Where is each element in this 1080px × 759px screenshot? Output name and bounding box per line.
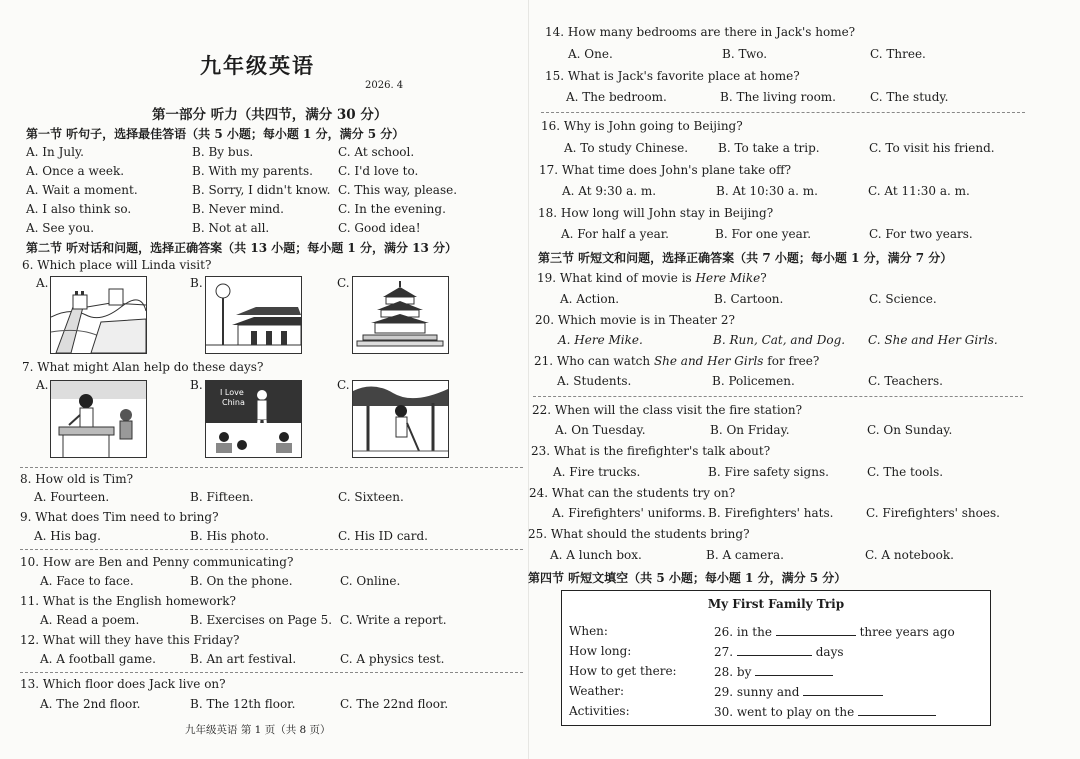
- option: C. Online.: [340, 574, 401, 588]
- question-13: 13. Which floor does Jack live on?: [20, 677, 226, 691]
- row-label: How to get there:: [569, 664, 677, 678]
- option: C. At 11:30 a. m.: [868, 184, 970, 198]
- option: B. At 10:30 a. m.: [716, 184, 818, 198]
- option: A. Face to face.: [40, 574, 134, 588]
- option: B. Fifteen.: [190, 490, 254, 504]
- option: B. On Friday.: [710, 423, 790, 437]
- answer-blank[interactable]: [803, 684, 883, 696]
- classroom-picture: [205, 380, 302, 458]
- option: B. By bus.: [192, 145, 254, 159]
- option: C. Three.: [870, 47, 926, 61]
- question-18: 18. How long will John stay in Beijing?: [538, 206, 774, 220]
- great-wall-picture: [50, 276, 147, 354]
- option: A. Students.: [557, 374, 632, 388]
- answer-row-27: 27. days: [714, 645, 844, 659]
- question-22: 22. When will the class visit the fire station?: [532, 403, 803, 417]
- option: B. The 12th floor.: [190, 697, 296, 711]
- option: C. On Sunday.: [867, 423, 953, 437]
- sweeping-picture: [352, 380, 449, 458]
- answer-row-30: 30. went to play on the: [714, 704, 936, 719]
- table-title: My First Family Trip: [707, 597, 845, 611]
- option: A. A football game.: [40, 652, 156, 666]
- option: C. Good idea!: [338, 221, 421, 235]
- option: C. I'd love to.: [338, 164, 419, 178]
- question-8: 8. How old is Tim?: [20, 472, 134, 486]
- answer-blank[interactable]: [858, 704, 936, 716]
- option: C. For two years.: [869, 227, 973, 241]
- exam-date: 2026. 4: [365, 80, 404, 91]
- option: C. Write a report.: [340, 613, 447, 627]
- fill-in-table: [561, 590, 991, 726]
- answer-blank[interactable]: [737, 644, 812, 656]
- option: C. In the evening.: [338, 202, 446, 216]
- option: A. Action.: [560, 292, 620, 306]
- option: C. A physics test.: [340, 652, 445, 666]
- option: B. His photo.: [190, 529, 270, 543]
- divider: [20, 672, 523, 673]
- option: B. A camera.: [706, 548, 784, 562]
- option: A. One.: [568, 47, 613, 61]
- question-11: 11. What is the English homework?: [20, 594, 236, 608]
- option: B. With my parents.: [192, 164, 313, 178]
- option: C. This way, please.: [338, 183, 458, 197]
- tiananmen-picture: [205, 276, 302, 354]
- row-label: Weather:: [569, 684, 625, 698]
- question-17: 17. What time does John's plane take off?: [539, 163, 792, 177]
- section3-heading: 第三节 听短文和问题，选择正确答案（共 7 小题；每小题 1 分，满分 7 分）: [538, 251, 953, 265]
- option: C. At school.: [338, 145, 415, 159]
- board-text: China: [222, 398, 245, 407]
- row-label: When:: [569, 624, 608, 638]
- option: C. She and Her Girls.: [868, 333, 998, 347]
- option: A. His bag.: [34, 529, 101, 543]
- exam-title: 九年级英语: [200, 53, 315, 78]
- page-fold: [528, 0, 529, 759]
- option: A. Fire trucks.: [553, 465, 641, 479]
- answer-row-29: 29. sunny and: [714, 684, 883, 699]
- option: C. His ID card.: [338, 529, 428, 543]
- option-label: B.: [190, 276, 203, 290]
- answer-row-28: 28. by: [714, 664, 833, 679]
- section2-heading: 第二节 听对话和问题，选择正确答案（共 13 小题；每小题 1 分，满分 13 分）: [26, 241, 457, 255]
- option: A. At 9:30 a. m.: [562, 184, 657, 198]
- question-25: 25. What should the students bring?: [528, 527, 750, 541]
- option: B. Not at all.: [192, 221, 270, 235]
- board-text: I Love: [220, 388, 244, 397]
- option: C. To visit his friend.: [869, 141, 995, 155]
- option: C. The tools.: [867, 465, 944, 479]
- option-label: A.: [36, 276, 49, 290]
- option: A. Read a poem.: [40, 613, 140, 627]
- question-10: 10. How are Ben and Penny communicating?: [20, 555, 294, 569]
- option: B. Never mind.: [192, 202, 284, 216]
- option: B. The living room.: [720, 90, 836, 104]
- question-12: 12. What will they have this Friday?: [20, 633, 240, 647]
- question-6: 6. Which place will Linda visit?: [22, 258, 212, 272]
- divider: [541, 112, 1025, 113]
- option: B. For one year.: [715, 227, 812, 241]
- cooking-picture: [50, 380, 147, 458]
- option: A. The bedroom.: [566, 90, 667, 104]
- option: C. Firefighters' shoes.: [866, 506, 1000, 520]
- option: B. Fire safety signs.: [708, 465, 829, 479]
- option: B. Sorry, I didn't know.: [192, 183, 331, 197]
- temple-of-heaven-picture: [352, 276, 449, 354]
- option: B. Exercises on Page 5.: [190, 613, 333, 627]
- option-label: C.: [337, 276, 350, 290]
- option: A. On Tuesday.: [555, 423, 646, 437]
- option: A. Once a week.: [26, 164, 125, 178]
- question-9: 9. What does Tim need to bring?: [20, 510, 219, 524]
- option: C. The study.: [870, 90, 949, 104]
- option: C. The 22nd floor.: [340, 697, 449, 711]
- page-footer: 九年级英语 第 1 页（共 8 页）: [185, 724, 331, 736]
- question-7: 7. What might Alan help do these days?: [22, 360, 264, 374]
- option: A. The 2nd floor.: [40, 697, 141, 711]
- divider: [533, 396, 1023, 397]
- option: A. For half a year.: [561, 227, 669, 241]
- option: B. Two.: [722, 47, 768, 61]
- option-label: A.: [36, 378, 49, 392]
- option: A. To study Chinese.: [564, 141, 689, 155]
- row-label: Activities:: [569, 704, 630, 718]
- option: B. Firefighters' hats.: [708, 506, 834, 520]
- option: C. Sixteen.: [338, 490, 404, 504]
- divider: [20, 549, 523, 550]
- question-19: 19. What kind of movie is Here Mike?: [537, 271, 767, 285]
- option: A. Fourteen.: [34, 490, 110, 504]
- section1-heading: 第一节 听句子，选择最佳答语（共 5 小题；每小题 1 分，满分 5 分）: [26, 127, 405, 141]
- option: A. See you.: [26, 221, 95, 235]
- option: B. Run, Cat, and Dog.: [713, 333, 846, 347]
- question-15: 15. What is Jack's favorite place at home?: [545, 69, 800, 83]
- option: A. Firefighters' uniforms.: [552, 506, 706, 520]
- option: C. A notebook.: [865, 548, 954, 562]
- question-23: 23. What is the firefighter's talk about?: [531, 444, 771, 458]
- option: C. Science.: [869, 292, 937, 306]
- divider: [20, 467, 523, 468]
- answer-blank[interactable]: [776, 624, 856, 636]
- option: A. Here Mike.: [558, 333, 643, 347]
- question-16: 16. Why is John going to Beijing?: [541, 119, 743, 133]
- option: B. Policemen.: [712, 374, 795, 388]
- option: A. A lunch box.: [550, 548, 642, 562]
- option: B. Cartoon.: [714, 292, 784, 306]
- option: A. In July.: [26, 145, 84, 159]
- section4-heading: 第四节 听短文填空（共 5 小题；每小题 1 分，满分 5 分）: [528, 571, 847, 585]
- option: A. Wait a moment.: [26, 183, 138, 197]
- answer-row-26: 26. in the three years ago: [714, 625, 955, 639]
- answer-blank[interactable]: [755, 664, 833, 676]
- option-label: C.: [337, 378, 350, 392]
- part1-title: 第一部分 听力（共四节，满分 30 分）: [152, 107, 388, 123]
- option: B. An art festival.: [190, 652, 297, 666]
- question-14: 14. How many bedrooms are there in Jack's home?: [545, 25, 856, 39]
- option: A. I also think so.: [26, 202, 132, 216]
- option: B. To take a trip.: [718, 141, 820, 155]
- question-20: 20. Which movie is in Theater 2?: [535, 313, 735, 327]
- option: C. Teachers.: [868, 374, 943, 388]
- question-24: 24. What can the students try on?: [529, 486, 736, 500]
- option: B. On the phone.: [190, 574, 293, 588]
- option-label: B.: [190, 378, 203, 392]
- question-21: 21. Who can watch She and Her Girls for free?: [534, 354, 820, 368]
- row-label: How long:: [569, 644, 632, 658]
